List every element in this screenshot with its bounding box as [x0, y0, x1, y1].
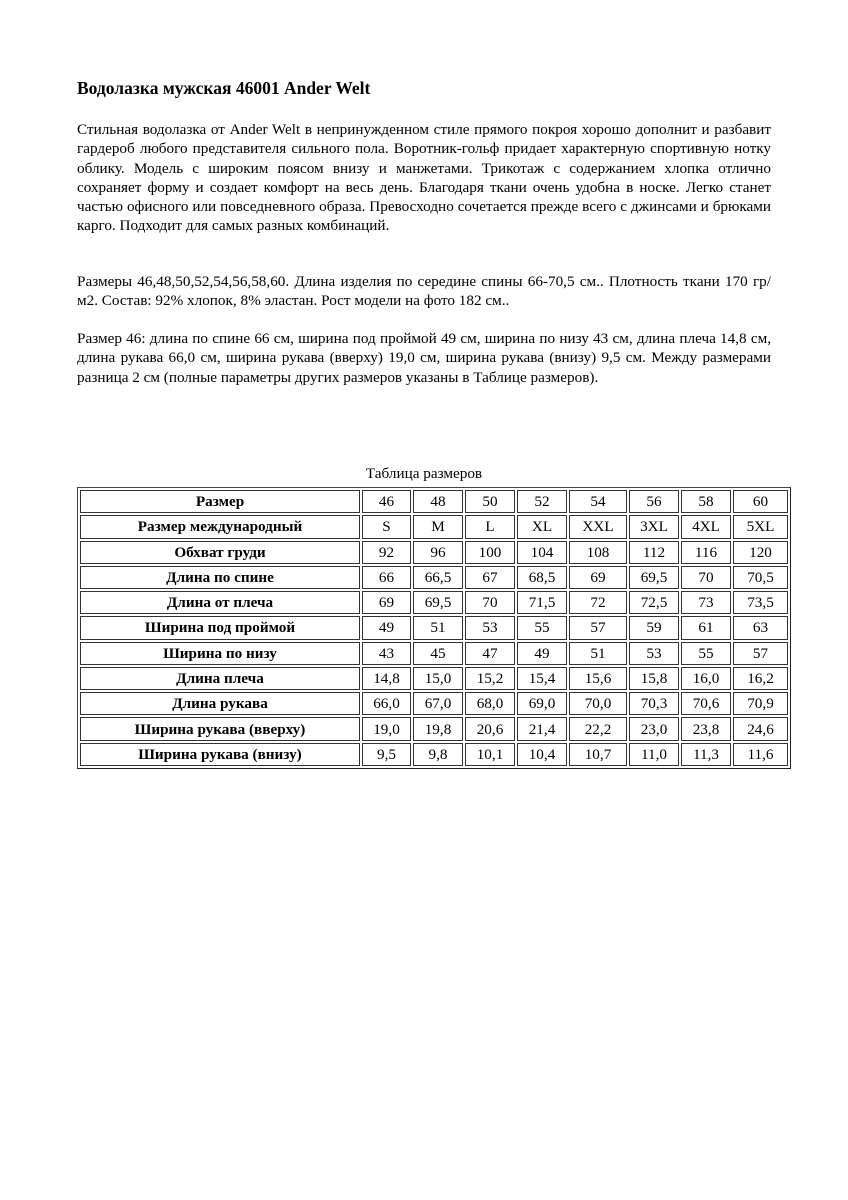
size-table-caption: Таблица размеров [365, 465, 483, 482]
table-cell: 58 [681, 490, 731, 513]
table-cell: 9,5 [362, 743, 411, 766]
table-cell: 116 [681, 541, 731, 564]
table-cell: 20,6 [465, 717, 515, 740]
row-label: Обхват груди [80, 541, 360, 564]
table-cell: 69 [569, 566, 627, 589]
table-cell: 104 [517, 541, 567, 564]
table-row [80, 616, 788, 639]
table-row [80, 566, 788, 589]
table-cell: 67,0 [413, 692, 463, 715]
table-cell: 3XL [629, 515, 679, 538]
table-cell: 15,6 [569, 667, 627, 690]
table-cell: 70 [681, 566, 731, 589]
size-46-paragraph: Размер 46: длина по спине 66 см, ширина под проймой 49 см, ширина по низу 43 см, длина плеча 14,8 см, длина рукава 66,0 см, ширина рукава (вверху) 19,0 см, ширина рукава (внизу) 9,5 см. Между размерами разница 2 см (полные параметры других размеров указаны в Таблице размеров). [77, 330, 771, 386]
table-cell: 92 [362, 541, 411, 564]
row-label: Длина от плеча [80, 591, 360, 614]
document-title: Водолазка мужская 46001 Ander Welt [77, 78, 371, 98]
table-row [80, 667, 788, 690]
table-cell: 70,3 [629, 692, 679, 715]
table-cell: 53 [465, 616, 515, 639]
table-cell: 73,5 [733, 591, 788, 614]
table-cell: 15,8 [629, 667, 679, 690]
row-label: Ширина рукава (вверху) [80, 717, 360, 740]
table-cell: 120 [733, 541, 788, 564]
table-cell: 10,7 [569, 743, 627, 766]
row-label: Ширина рукава (внизу) [80, 743, 360, 766]
table-cell: 50 [465, 490, 515, 513]
table-cell: 68,0 [465, 692, 515, 715]
table-cell: 70,5 [733, 566, 788, 589]
table-cell: 69 [362, 591, 411, 614]
table-cell: 60 [733, 490, 788, 513]
table-cell: 10,4 [517, 743, 567, 766]
table-cell: 23,0 [629, 717, 679, 740]
table-cell: 16,2 [733, 667, 788, 690]
table-cell: 108 [569, 541, 627, 564]
table-row [80, 591, 788, 614]
table-cell: 70,6 [681, 692, 731, 715]
table-cell: 52 [517, 490, 567, 513]
table-row [80, 692, 788, 715]
specs-paragraph: Размеры 46,48,50,52,54,56,58,60. Длина изделия по середине спины 66-70,5 см.. Плотность ткани 170 гр/м2. Состав: 92% хлопок, 8% эластан. Рост модели на фото 182 см.. [77, 273, 771, 310]
table-cell: 24,6 [733, 717, 788, 740]
table-cell: 51 [569, 642, 627, 665]
table-cell: 59 [629, 616, 679, 639]
table-cell: 112 [629, 541, 679, 564]
description-paragraph: Стильная водолазка от Ander Welt в непринужденном стиле прямого покроя хорошо дополнит и разбавит гардероб любого представителя сильного пола. Воротник-гольф придает характерную спортивную нотку облику. Модель с широким поясом внизу и манжетами. Трикотаж с содержанием хлопка отлично сохраняет форму и создает комфорт на весь день. Благодаря ткани очень удобна в носке. Легко станет частью офисного или повседневного образа. Превосходно сочетается прежде всего с джинсами и брюками карго. Подходит для самых разных комбинаций. [77, 121, 771, 235]
table-cell: 61 [681, 616, 731, 639]
table-cell: 57 [569, 616, 627, 639]
table-cell: 54 [569, 490, 627, 513]
row-label: Длина по спине [80, 566, 360, 589]
table-cell: 22,2 [569, 717, 627, 740]
table-cell: 72,5 [629, 591, 679, 614]
table-cell: 55 [517, 616, 567, 639]
table-cell: 9,8 [413, 743, 463, 766]
table-cell: 57 [733, 642, 788, 665]
table-cell: 66,0 [362, 692, 411, 715]
table-row [80, 490, 788, 513]
table-cell: 19,8 [413, 717, 463, 740]
table-row [80, 743, 788, 766]
table-cell: 19,0 [362, 717, 411, 740]
table-cell: 69,0 [517, 692, 567, 715]
table-cell: 45 [413, 642, 463, 665]
table-cell: 15,0 [413, 667, 463, 690]
table-cell: 55 [681, 642, 731, 665]
table-cell: 56 [629, 490, 679, 513]
row-label: Размер международный [80, 515, 360, 538]
table-cell: 49 [517, 642, 567, 665]
table-cell: 11,6 [733, 743, 788, 766]
table-cell: 70,0 [569, 692, 627, 715]
table-cell: S [362, 515, 411, 538]
table-cell: 51 [413, 616, 463, 639]
table-cell: 14,8 [362, 667, 411, 690]
table-cell: 70 [465, 591, 515, 614]
row-label: Длина плеча [80, 667, 360, 690]
table-cell: 15,4 [517, 667, 567, 690]
table-cell: M [413, 515, 463, 538]
table-cell: 15,2 [465, 667, 515, 690]
table-cell: XXL [569, 515, 627, 538]
table-row [80, 515, 788, 538]
table-row [80, 541, 788, 564]
table-cell: 43 [362, 642, 411, 665]
table-cell: 73 [681, 591, 731, 614]
size-table-body [80, 490, 788, 766]
table-cell: 100 [465, 541, 515, 564]
table-cell: 11,3 [681, 743, 731, 766]
table-row [80, 717, 788, 740]
table-cell: 23,8 [681, 717, 731, 740]
table-cell: 69,5 [629, 566, 679, 589]
size-table [77, 487, 791, 769]
table-cell: 21,4 [517, 717, 567, 740]
table-cell: 47 [465, 642, 515, 665]
row-label: Ширина по низу [80, 642, 360, 665]
table-cell: 10,1 [465, 743, 515, 766]
table-cell: 71,5 [517, 591, 567, 614]
table-cell: 53 [629, 642, 679, 665]
table-cell: 11,0 [629, 743, 679, 766]
row-label: Размер [80, 490, 360, 513]
table-cell: 49 [362, 616, 411, 639]
table-cell: XL [517, 515, 567, 538]
table-cell: 67 [465, 566, 515, 589]
table-cell: 72 [569, 591, 627, 614]
table-cell: 5XL [733, 515, 788, 538]
table-cell: 68,5 [517, 566, 567, 589]
table-cell: 63 [733, 616, 788, 639]
table-cell: 96 [413, 541, 463, 564]
table-cell: 69,5 [413, 591, 463, 614]
table-cell: 66 [362, 566, 411, 589]
table-cell: 46 [362, 490, 411, 513]
row-label: Ширина под проймой [80, 616, 360, 639]
table-cell: 48 [413, 490, 463, 513]
table-cell: 66,5 [413, 566, 463, 589]
table-cell: 70,9 [733, 692, 788, 715]
table-cell: 4XL [681, 515, 731, 538]
table-cell: 16,0 [681, 667, 731, 690]
row-label: Длина рукава [80, 692, 360, 715]
table-row [80, 642, 788, 665]
table-cell: L [465, 515, 515, 538]
